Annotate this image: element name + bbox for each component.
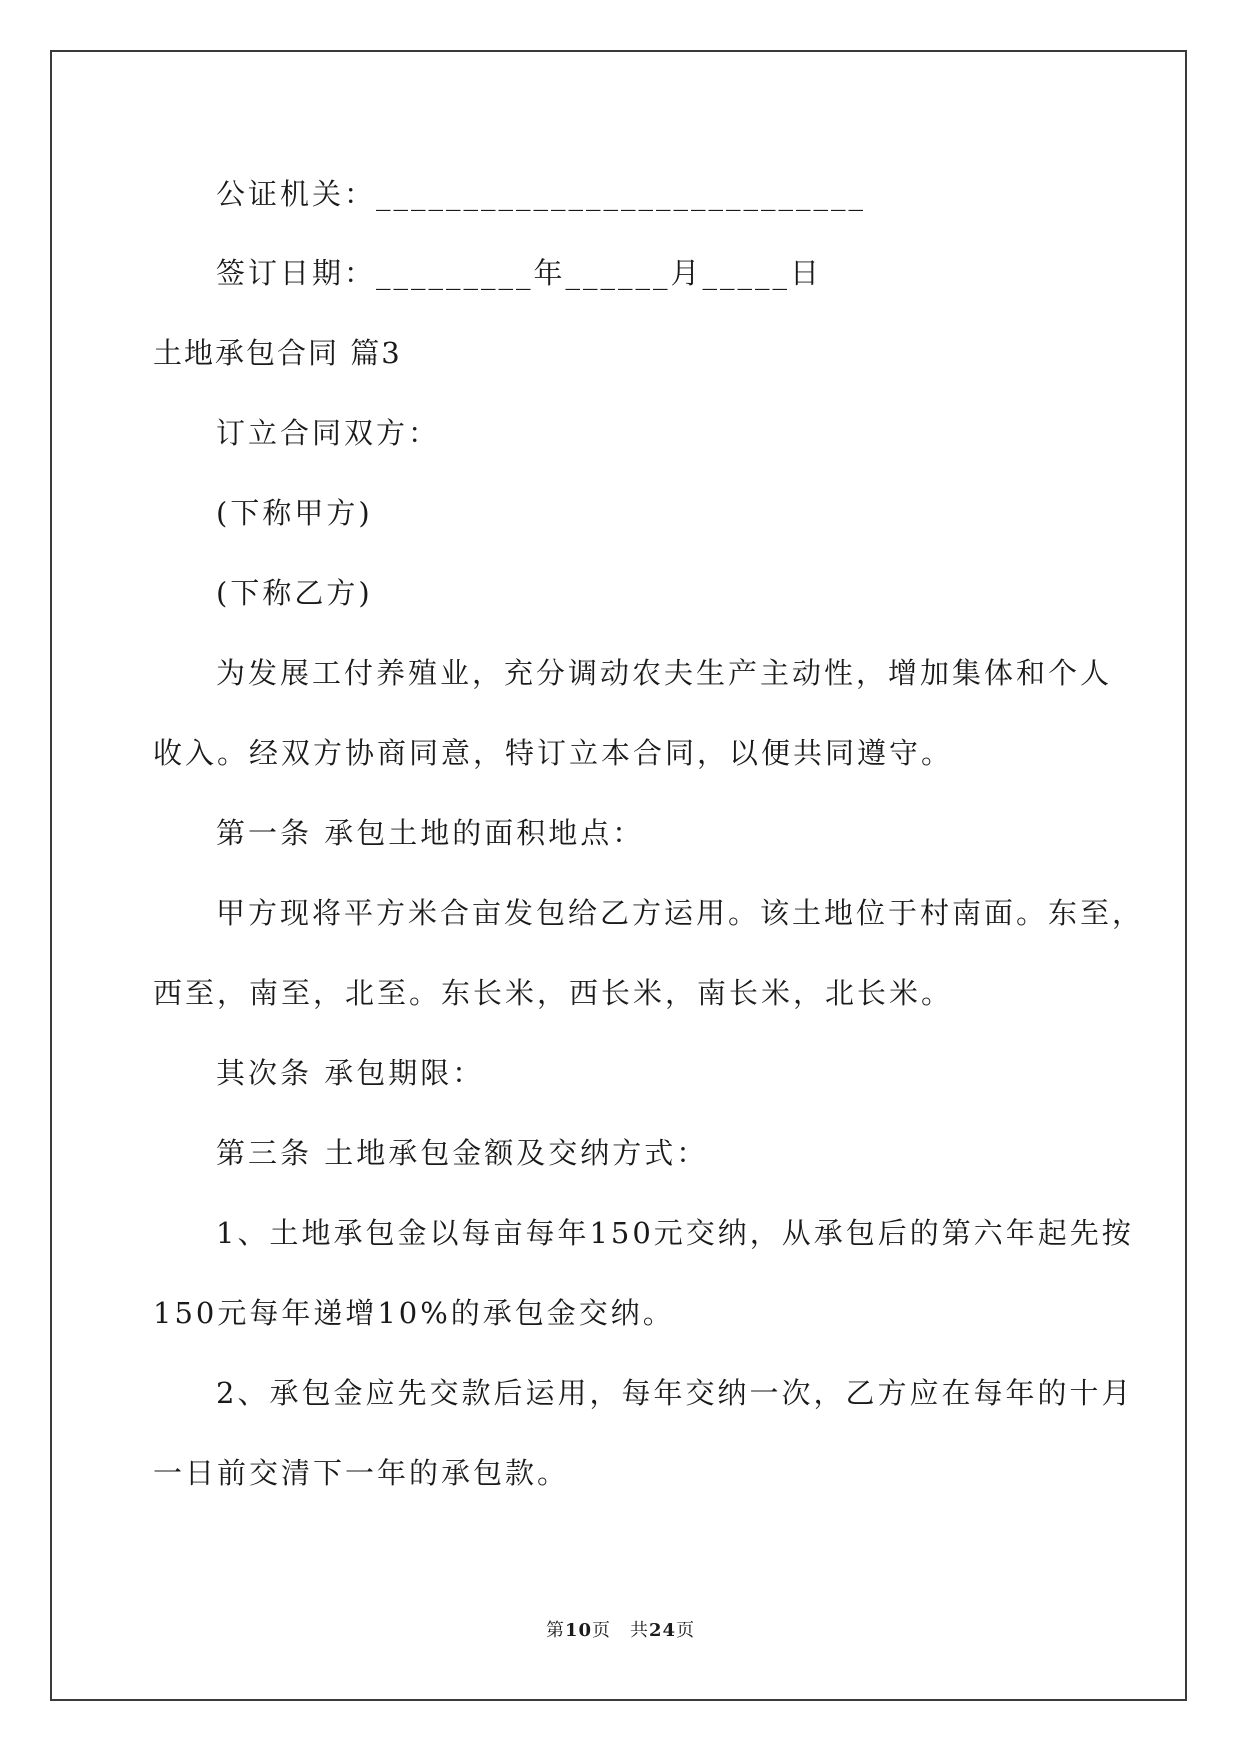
footer-mid: 页 共: [592, 1620, 649, 1641]
paragraph: 其次条 承包期限：: [216, 1056, 485, 1090]
paragraph: (下称乙方): [216, 576, 373, 610]
page-footer: [0, 1619, 1241, 1643]
signing-date-line: 签订日期：_________年______月_____日: [216, 256, 823, 290]
section-title: 土地承包合同 篇3: [153, 336, 402, 370]
paragraph: (下称甲方): [216, 496, 373, 530]
paragraph: 第三条 土地承包金额及交纳方式：: [216, 1136, 709, 1170]
footer-prefix: 第: [545, 1620, 565, 1641]
paragraph: 150元每年递增10%的承包金交纳。: [153, 1296, 675, 1330]
paragraph: 2、承包金应先交款后运用，每年交纳一次，乙方应在每年的十月: [216, 1376, 1134, 1410]
paragraph: 第一条 承包土地的面积地点：: [216, 816, 645, 850]
paragraph: 收入。经双方协商同意，特订立本合同，以便共同遵守。: [153, 736, 954, 770]
footer-suffix: 页: [676, 1620, 696, 1641]
paragraph: 订立合同双方：: [216, 416, 441, 450]
paragraph: 甲方现将平方米合亩发包给乙方运用。该土地位于村南面。东至，: [216, 896, 1145, 930]
paragraph: 为发展工付养殖业，充分调动农夫生产主动性，增加集体和个人: [216, 656, 1113, 690]
paragraph: 1、土地承包金以每亩每年150元交纳，从承包后的第六年起先按: [216, 1216, 1134, 1250]
notary-line: 公证机关：____________________________: [216, 177, 867, 211]
current-page-number: 10: [564, 1620, 592, 1641]
paragraph: 一日前交清下一年的承包款。: [153, 1456, 570, 1490]
total-pages-number: 24: [649, 1620, 677, 1641]
paragraph: 西至，南至，北至。东长米，西长米，南长米，北长米。: [153, 976, 954, 1010]
